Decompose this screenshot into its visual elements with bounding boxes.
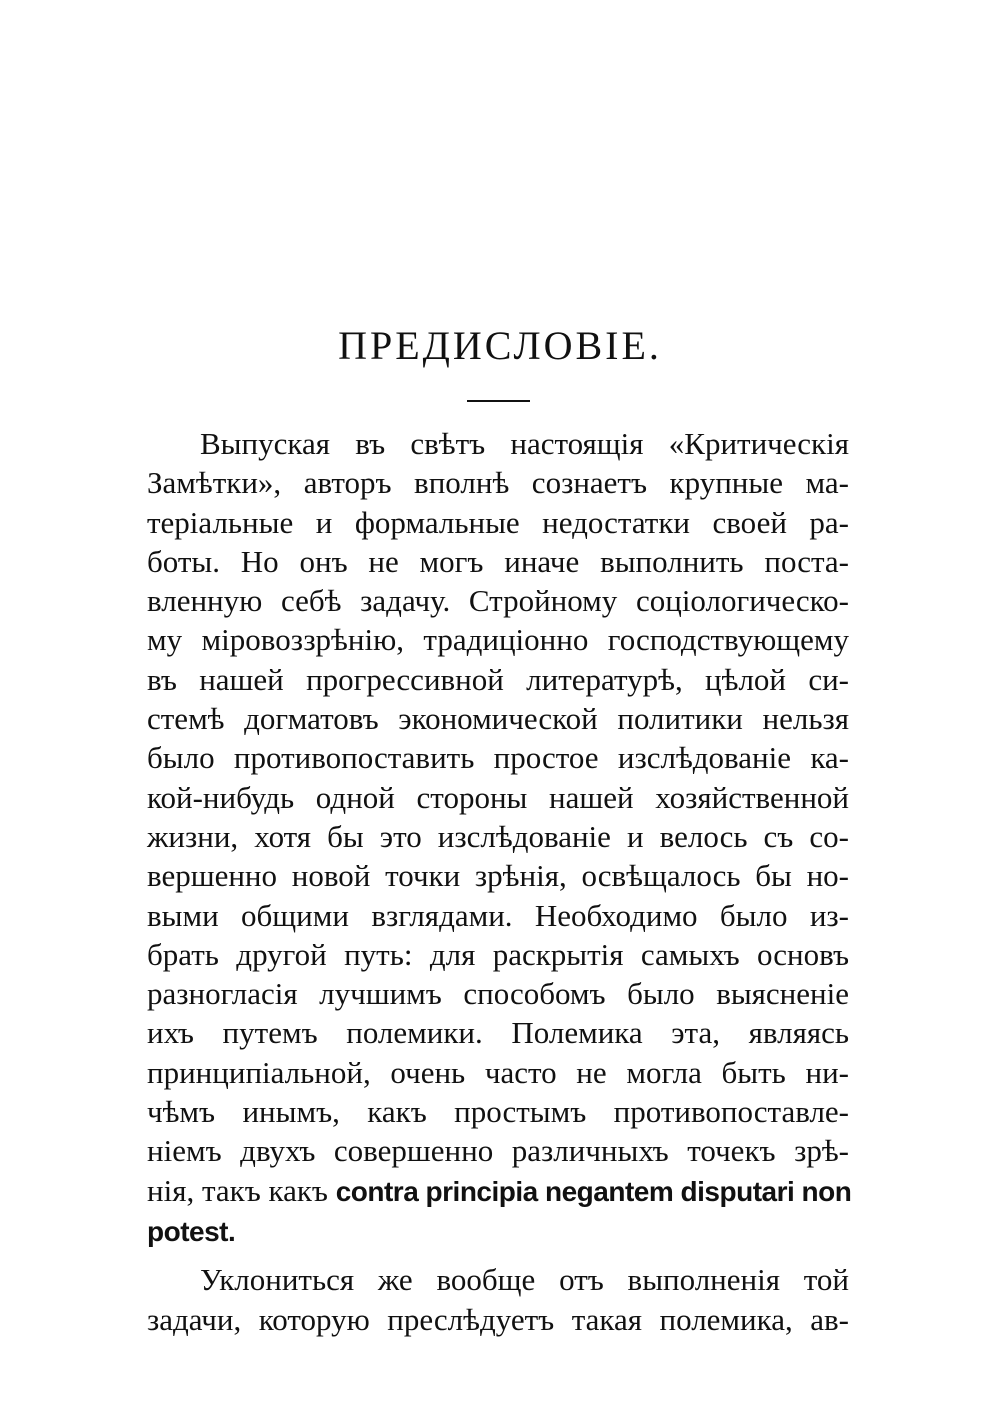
latin-phrase-end: potest.	[147, 1215, 236, 1247]
text-line: принципіальной, очень часто не могла быть ни-	[147, 1054, 849, 1090]
body-text	[147, 424, 852, 1339]
text-line: кой-нибудь одной стороны нашей хозяйственной	[147, 779, 849, 815]
text-line-latin	[147, 1171, 852, 1211]
text-line: было противопоставить простое изслѣдованіе ка-	[147, 740, 849, 776]
paragraph-2	[147, 1260, 849, 1339]
paragraph-1	[147, 424, 852, 1251]
text-line: ихъ путемъ полемики. Полемика эта, являясь	[147, 1015, 849, 1051]
page-title: ПРЕДИСЛОВІЕ.	[338, 323, 662, 368]
text-line: ніемъ двухъ совершенно различныхъ точекъ зрѣ-	[147, 1133, 849, 1169]
text-line: въ нашей прогрессивной литературѣ, цѣлой си-	[147, 661, 849, 697]
text-line: боты. Но онъ не могъ иначе выполнить поста-	[147, 543, 849, 579]
text-line: стемѣ догматовъ экономической политики нельзя	[147, 701, 849, 737]
text-line: жизни, хотя бы это изслѣдованіе и велось съ со-	[147, 818, 849, 854]
text-line: чѣмъ инымъ, какъ простымъ противопоставле-	[147, 1094, 849, 1130]
text-line: вленную себѣ задачу. Стройному соціологическо-	[147, 583, 849, 619]
latin-phrase: contra principia negantem disputari non	[335, 1175, 852, 1207]
text-line: разногласія лучшимъ способомъ было выясненіе	[147, 976, 849, 1012]
text-line: задачи, которую преслѣдуетъ такая полемика, ав-	[147, 1301, 849, 1337]
text-line-latin-end	[147, 1211, 849, 1251]
text-line: выми общими взглядами. Необходимо было из-	[147, 897, 849, 933]
line-start: нія, такъ какъ	[147, 1172, 328, 1208]
text-line: му міровоззрѣнію, традиціонно господствующему	[147, 622, 849, 658]
text-line: вершенно новой точки зрѣнія, освѣщалось бы но-	[147, 858, 849, 894]
text-line: Выпуская въ свѣтъ настоящія «Критическія	[200, 426, 849, 461]
text-line: Замѣтки», авторъ вполнѣ сознаетъ крупные ма-	[147, 465, 849, 501]
text-line: теріальные и формальные недостатки своей ра-	[147, 504, 849, 540]
title-divider	[467, 400, 530, 402]
paragraph-gap	[147, 1251, 849, 1260]
text-line: брать другой путь: для раскрытія самыхъ основъ	[147, 936, 849, 972]
text-line: Уклониться же вообще отъ выполненія той	[200, 1262, 849, 1298]
